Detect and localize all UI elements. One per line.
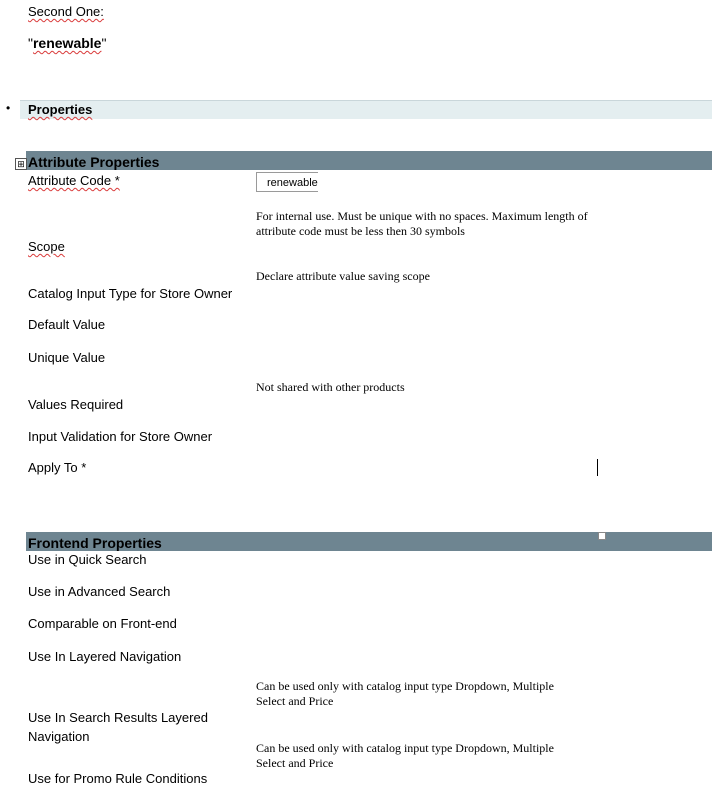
open-quote: "	[28, 35, 33, 51]
section-title: Second One:	[28, 4, 104, 19]
quoted-word: renewable	[32, 35, 102, 51]
search-results-label-line1: Use In Search Results Layered	[28, 710, 208, 725]
apply-to-label: Apply To *	[28, 460, 87, 475]
unique-value-label: Unique Value	[28, 350, 106, 365]
bullet-icon: •	[6, 101, 11, 115]
comparable-label: Comparable on Front-end	[28, 616, 177, 631]
catalog-input-type-label: Catalog Input Type for Store Owner	[28, 286, 233, 301]
search-results-label-line2: Navigation	[28, 729, 90, 744]
attribute-code-input[interactable]: renewable	[256, 172, 318, 192]
unique-value-help: Not shared with other products	[256, 380, 405, 394]
text-cursor	[597, 459, 598, 476]
default-value-label: Default Value	[28, 317, 106, 332]
layered-navigation-label: Use In Layered Navigation	[28, 649, 182, 664]
close-quote: "	[101, 35, 107, 51]
properties-label[interactable]: Properties	[28, 102, 93, 117]
promo-rule-label: Use for Promo Rule Conditions	[28, 771, 208, 786]
input-validation-label: Input Validation for Store Owner	[28, 429, 213, 444]
attribute-code-label: Attribute Code *	[28, 173, 120, 188]
scope-help: Declare attribute value saving scope	[256, 269, 430, 283]
advanced-search-label: Use in Advanced Search	[28, 584, 171, 599]
scope-label: Scope	[28, 239, 65, 254]
frontend-properties-header: Frontend Properties	[28, 535, 162, 551]
quick-search-label: Use in Quick Search	[28, 552, 147, 567]
quoted-code	[28, 35, 106, 51]
layered-navigation-help: Can be used only with catalog input type Dropdown, Multiple Select and Price	[256, 679, 554, 708]
attribute-code-help: For internal use. Must be unique with no spaces. Maximum length of attribute code must be less then 30 symbols	[256, 209, 588, 238]
search-results-help: Can be used only with catalog input type Dropdown, Multiple Select and Price	[256, 741, 554, 770]
table-move-icon[interactable]: ⊞	[15, 158, 27, 170]
attribute-properties-header: Attribute Properties	[28, 154, 160, 170]
properties-row	[20, 100, 712, 119]
table-resize-handle[interactable]	[598, 532, 606, 540]
values-required-label: Values Required	[28, 397, 124, 412]
